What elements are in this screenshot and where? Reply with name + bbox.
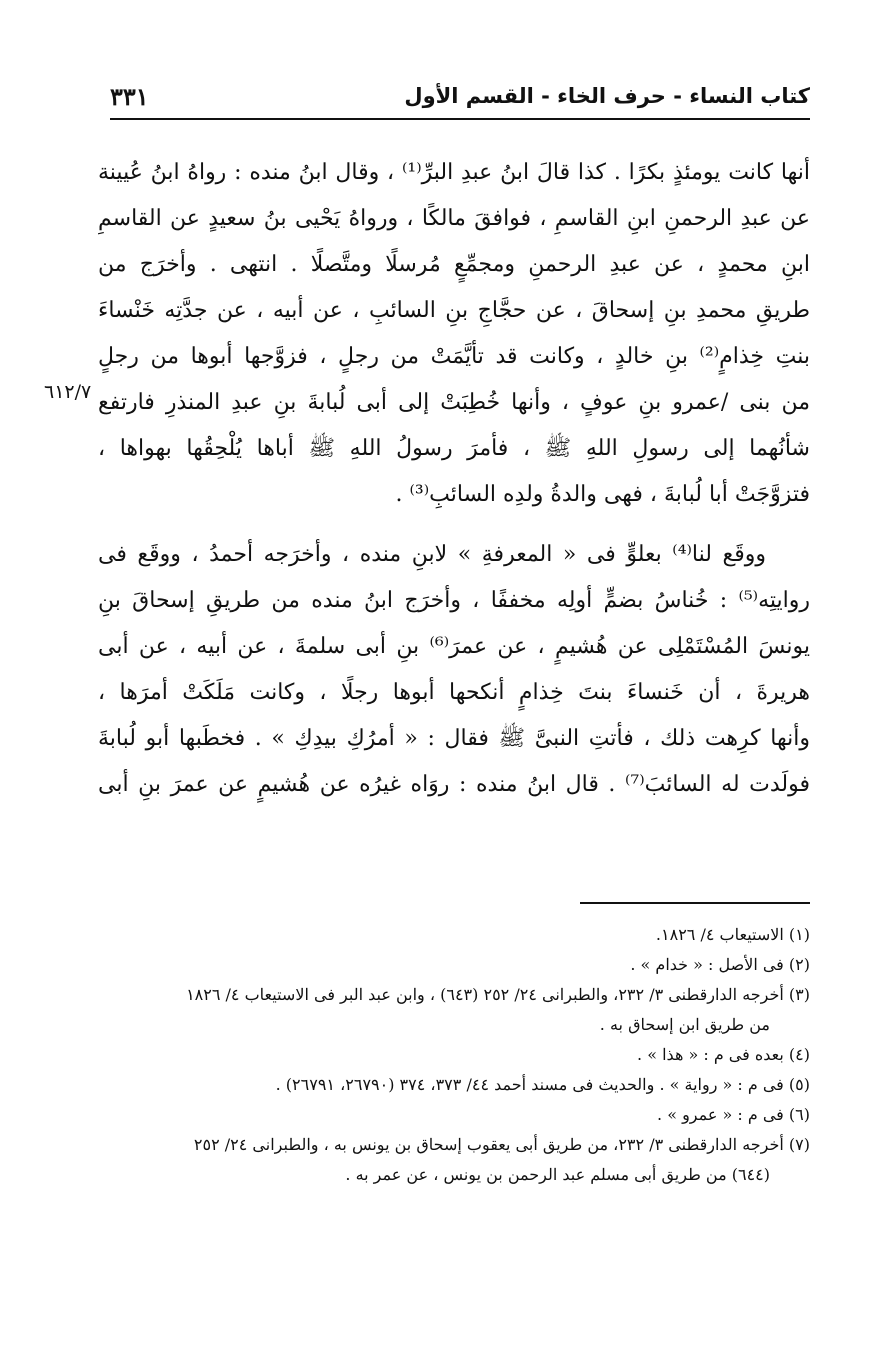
running-header xyxy=(110,78,810,120)
page-number: ٣٣١ xyxy=(110,82,149,111)
footnotes xyxy=(98,920,810,1190)
text-line: طريقِ محمدِ بنِ إسحاقَ ، عن حجَّاجِ بنِ السائبِ ، عن أبيه ، عن جدَّتِه خَنْساءَ xyxy=(98,298,810,323)
text-line: ابنِ محمدٍ ، عن عبدِ الرحمنِ ومجمِّعٍ مُرسلًا ومتَّصلًا . انتهى . وأخرَج من xyxy=(98,252,810,277)
text-line: من بنى /عمرو بنِ عوفٍ ، وأنها خُطِبَتْ إلى أبى لُبابةَ بنِ عبدِ المنذرِ فارتفع xyxy=(98,390,810,415)
paragraph-gap xyxy=(98,518,810,532)
text-line: أنها كانت يومئذٍ بكرًا . كذا قالَ ابنُ عبدِ البرِّ⁽¹⁾ ، وقال ابنُ منده : رواهُ ابنُ عُيينة xyxy=(98,160,810,185)
footnote-continuation: من طريق ابن إسحاق به . xyxy=(599,1015,770,1034)
text-line: هريرةَ ، أن خَنساءَ بنتَ خِذامٍ أنكحها أبوها رجلًا ، وكانت مَلَكَتْ أمرَها ، xyxy=(98,680,810,705)
text-line: شأنُهما إلى رسولِ اللهِ ﷺ ، فأمرَ رسولُ اللهِ ﷺ أباها يُلْحِقُها بهواها ، xyxy=(98,436,810,461)
footnote: (٧) أخرجه الدارقطنى ٣/ ٢٣٢، من طريق أبى يعقوب إسحاق بن يونس به ، والطبرانى ٢٤/ ٢٥٢ xyxy=(193,1135,810,1154)
text-line: وأنها كرِهت ذلك ، فأتتِ النبىَّ ﷺ فقال : « أمرُكِ بيدِكِ » . فخطَبها أبو لُبابةَ xyxy=(98,726,810,751)
text-line: بنتِ خِذامٍ⁽²⁾ بنِ خالدٍ ، وكانت قد تأيَّمَتْ من رجلٍ ، فزوَّجها أبوها من رجلٍ xyxy=(98,344,810,369)
text-line: ووقَع لنا⁽⁴⁾ بعلوٍّ فى « المعرفةِ » لابنِ منده ، وأخرَجه أحمدُ ، ووقَع فى xyxy=(98,542,766,567)
text-line: روايتِه⁽⁵⁾ : خُناسُ بضمٍّ أولِه مخففًا ، وأخرَج ابنُ منده من طريقِ إسحاقَ بنِ xyxy=(98,588,810,613)
text-line: عن عبدِ الرحمنِ ابنِ القاسمِ ، فوافقَ مالكًا ، ورواهُ يَحْيى بنُ سعيدٍ عن القاسمِ xyxy=(98,206,810,231)
footnote-continuation: (٦٤٤) من طريق أبى مسلم عبد الرحمن بن يونس ، عن عمر به . xyxy=(345,1165,770,1184)
footnote: (٦) فى م : « عمرو » . xyxy=(657,1105,810,1124)
footnote: (٥) فى م : « رواية » . والحديث فى مسند أحمد ٤٤/ ٣٧٣، ٣٧٤ (٢٦٧٩٠، ٢٦٧٩١) . xyxy=(275,1075,810,1094)
footnote-separator xyxy=(580,902,810,904)
footnote: (٣) أخرجه الدارقطنى ٣/ ٢٣٢، والطبرانى ٢٤/ ٢٥٢ (٦٤٣) ، وابن عبد البر فى الاستيعاب ٤/ ١٨٢٦ xyxy=(186,985,810,1004)
margin-reference: ٦١٢/٧ xyxy=(44,381,92,403)
footnote: (٤) بعده فى م : « هذا » . xyxy=(637,1045,810,1064)
footnote: (٢) فى الأصل : « خدام » . xyxy=(630,955,810,974)
footnote: (١) الاستيعاب ٤/ ١٨٢٦. xyxy=(655,925,810,944)
main-text xyxy=(98,150,810,808)
header-title: كتاب النساء - حرف الخاء - القسم الأول xyxy=(404,84,810,108)
text-line: فتزوَّجَتْ أبا لُبابةَ ، فهى والدةُ ولدِه السائبِ⁽³⁾ . xyxy=(395,482,810,507)
text-line: فولَدت له السائبَ⁽⁷⁾ . قال ابنُ منده : روَاه غيرُه عن هُشيمٍ عن عمرَ بنِ أبى xyxy=(98,772,810,797)
text-line: يونسَ المُسْتَمْلِى عن هُشيمٍ ، عن عمرَ⁽⁶⁾ بنِ أبى سلمةَ ، عن أبيه ، عن أبى xyxy=(98,634,810,659)
